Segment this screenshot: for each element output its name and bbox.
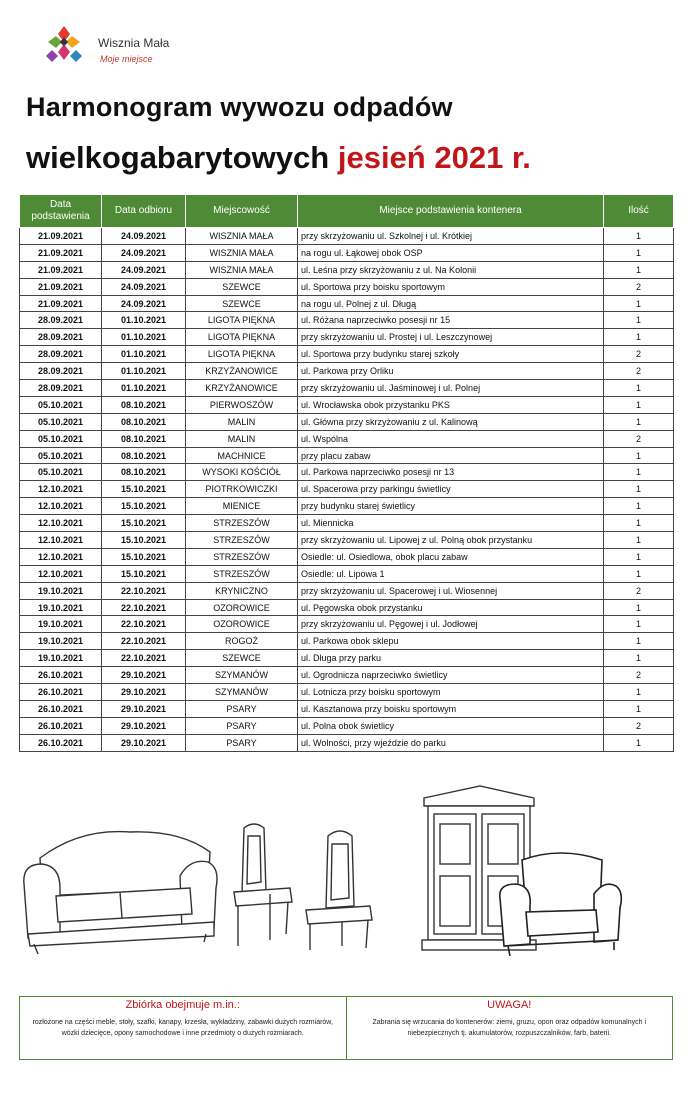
cell-delivery-date: 05.10.2021	[20, 413, 102, 430]
cell-delivery-date: 19.10.2021	[20, 650, 102, 667]
cell-delivery-date: 19.10.2021	[20, 616, 102, 633]
cell-quantity: 2	[604, 717, 674, 734]
cell-container-place: ul. Pęgowska obok przystanku	[298, 599, 604, 616]
cell-quantity: 1	[604, 498, 674, 515]
cell-locality: WISZNIA MAŁA	[186, 228, 298, 245]
cell-locality: SZEWCE	[186, 295, 298, 312]
cell-quantity: 2	[604, 346, 674, 363]
cell-locality: MACHNICE	[186, 447, 298, 464]
cell-locality: KRZYŻANOWICE	[186, 380, 298, 397]
cell-delivery-date: 12.10.2021	[20, 548, 102, 565]
cell-quantity: 1	[604, 532, 674, 549]
cell-quantity: 1	[604, 380, 674, 397]
warning-heading: UWAGA!	[487, 999, 532, 1011]
cell-pickup-date: 01.10.2021	[102, 312, 186, 329]
header-quantity: Ilość	[604, 195, 674, 228]
cell-locality: MALIN	[186, 413, 298, 430]
cell-locality: ROGOŻ	[186, 633, 298, 650]
cell-locality: MIENICE	[186, 498, 298, 515]
cell-container-place: ul. Wrocławska obok przystanku PKS	[298, 396, 604, 413]
cell-locality: PSARY	[186, 734, 298, 751]
cell-delivery-date: 12.10.2021	[20, 515, 102, 532]
cell-delivery-date: 19.10.2021	[20, 599, 102, 616]
table-row	[20, 228, 674, 245]
table-row	[20, 582, 674, 599]
cell-delivery-date: 28.09.2021	[20, 329, 102, 346]
cell-quantity: 1	[604, 481, 674, 498]
cell-delivery-date: 21.09.2021	[20, 244, 102, 261]
cell-locality: WYSOKI KOŚCIÓŁ	[186, 464, 298, 481]
table-row	[20, 261, 674, 278]
cell-pickup-date: 22.10.2021	[102, 650, 186, 667]
cell-delivery-date: 12.10.2021	[20, 565, 102, 582]
cell-locality: STRZESZÓW	[186, 565, 298, 582]
table-body	[20, 228, 674, 752]
cell-pickup-date: 29.10.2021	[102, 717, 186, 734]
cell-quantity: 1	[604, 548, 674, 565]
cell-container-place: przy skrzyżowaniu ul. Pęgowej i ul. Jodłowej	[298, 616, 604, 633]
table-row	[20, 667, 674, 684]
cell-quantity: 1	[604, 633, 674, 650]
cell-quantity: 1	[604, 413, 674, 430]
table-row	[20, 532, 674, 549]
cell-container-place: ul. Sportowa przy budynku starej szkoły	[298, 346, 604, 363]
cell-pickup-date: 24.09.2021	[102, 244, 186, 261]
cell-container-place: ul. Różana naprzeciwko posesji nr 15	[298, 312, 604, 329]
cell-delivery-date: 05.10.2021	[20, 396, 102, 413]
cell-quantity: 1	[604, 312, 674, 329]
logo-name: Wisznia Mała	[98, 36, 170, 50]
cell-container-place: ul. Parkowa naprzeciwko posesji nr 13	[298, 464, 604, 481]
cell-quantity: 1	[604, 700, 674, 717]
table-row	[20, 734, 674, 751]
cell-pickup-date: 15.10.2021	[102, 548, 186, 565]
logo-mark-icon	[40, 22, 88, 70]
cell-locality: STRZESZÓW	[186, 532, 298, 549]
cell-container-place: ul. Lotnicza przy boisku sportowym	[298, 684, 604, 701]
cell-quantity: 1	[604, 565, 674, 582]
cell-locality: OZOROWICE	[186, 599, 298, 616]
cell-delivery-date: 05.10.2021	[20, 447, 102, 464]
cell-container-place: ul. Główna przy skrzyżowaniu z ul. Kalinową	[298, 413, 604, 430]
table-header-row	[20, 195, 674, 228]
cell-delivery-date: 19.10.2021	[20, 582, 102, 599]
info-box	[19, 996, 673, 1060]
logo	[40, 22, 240, 72]
cell-pickup-date: 15.10.2021	[102, 565, 186, 582]
cell-quantity: 2	[604, 667, 674, 684]
cell-locality: MALIN	[186, 430, 298, 447]
cell-quantity: 1	[604, 464, 674, 481]
cell-quantity: 1	[604, 329, 674, 346]
cell-pickup-date: 08.10.2021	[102, 447, 186, 464]
cell-delivery-date: 21.09.2021	[20, 295, 102, 312]
cell-locality: PSARY	[186, 717, 298, 734]
cell-delivery-date: 05.10.2021	[20, 464, 102, 481]
cell-container-place: ul. Wspólna	[298, 430, 604, 447]
cell-delivery-date: 28.09.2021	[20, 346, 102, 363]
cell-pickup-date: 24.09.2021	[102, 261, 186, 278]
cell-delivery-date: 28.09.2021	[20, 363, 102, 380]
cell-pickup-date: 15.10.2021	[102, 481, 186, 498]
cell-container-place: przy skrzyżowaniu ul. Prostej i ul. Leszczynowej	[298, 329, 604, 346]
cell-quantity: 1	[604, 616, 674, 633]
cell-delivery-date: 05.10.2021	[20, 430, 102, 447]
cell-pickup-date: 15.10.2021	[102, 498, 186, 515]
cell-delivery-date: 28.09.2021	[20, 312, 102, 329]
cell-locality: KRYNICZNO	[186, 582, 298, 599]
cell-quantity: 1	[604, 599, 674, 616]
cell-delivery-date: 21.09.2021	[20, 228, 102, 245]
cell-container-place: ul. Spacerowa przy parkingu świetlicy	[298, 481, 604, 498]
cell-pickup-date: 15.10.2021	[102, 515, 186, 532]
sofa-icon	[20, 818, 220, 958]
cell-delivery-date: 12.10.2021	[20, 481, 102, 498]
cell-quantity: 1	[604, 244, 674, 261]
collection-heading: Zbiórka obejmuje m.in.:	[125, 999, 240, 1011]
cell-quantity: 1	[604, 295, 674, 312]
table-row	[20, 329, 674, 346]
cell-locality: WISZNIA MAŁA	[186, 261, 298, 278]
cell-pickup-date: 29.10.2021	[102, 684, 186, 701]
table-row	[20, 498, 674, 515]
table-row	[20, 346, 674, 363]
table-row	[20, 295, 674, 312]
cell-container-place: ul. Miennicka	[298, 515, 604, 532]
table-row	[20, 650, 674, 667]
cell-pickup-date: 22.10.2021	[102, 599, 186, 616]
cell-container-place: przy placu zabaw	[298, 447, 604, 464]
cell-container-place: ul. Kasztanowa przy boisku sportowym	[298, 700, 604, 717]
table-row	[20, 599, 674, 616]
cell-container-place: Osiedle: ul. Osiedlowa, obok placu zabaw	[298, 548, 604, 565]
table-row	[20, 363, 674, 380]
table-row	[20, 481, 674, 498]
cell-container-place: ul. Parkowa przy Orliku	[298, 363, 604, 380]
cell-locality: PIOTRKOWICZKI	[186, 481, 298, 498]
cell-locality: SZEWCE	[186, 650, 298, 667]
table-row	[20, 548, 674, 565]
cell-container-place: przy skrzyżowaniu ul. Szkolnej i ul. Krótkiej	[298, 228, 604, 245]
cell-pickup-date: 01.10.2021	[102, 363, 186, 380]
armchair-icon	[496, 850, 626, 960]
table-row	[20, 515, 674, 532]
cell-quantity: 2	[604, 278, 674, 295]
header-container-place: Miejsce podstawienia kontenera	[298, 195, 604, 228]
cell-container-place: ul. Leśna przy skrzyżowaniu z ul. Na Kolonii	[298, 261, 604, 278]
cell-pickup-date: 24.09.2021	[102, 278, 186, 295]
header-delivery-date: Data podstawienia	[20, 195, 102, 228]
cell-pickup-date: 01.10.2021	[102, 380, 186, 397]
cell-delivery-date: 26.10.2021	[20, 684, 102, 701]
cell-pickup-date: 24.09.2021	[102, 228, 186, 245]
cell-delivery-date: 12.10.2021	[20, 498, 102, 515]
table-row	[20, 684, 674, 701]
cell-container-place: przy skrzyżowaniu ul. Spacerowej i ul. Wiosennej	[298, 582, 604, 599]
cell-container-place: przy budynku starej świetlicy	[298, 498, 604, 515]
cell-container-place: przy skrzyżowaniu ul. Jaśminowej i ul. Polnej	[298, 380, 604, 397]
cell-pickup-date: 24.09.2021	[102, 295, 186, 312]
title-red-part: jesień 2021 r.	[337, 140, 531, 175]
cell-pickup-date: 29.10.2021	[102, 667, 186, 684]
cell-container-place: ul. Parkowa obok sklepu	[298, 633, 604, 650]
cell-pickup-date: 01.10.2021	[102, 346, 186, 363]
logo-tagline: Moje miejsce	[100, 54, 153, 64]
table-row	[20, 717, 674, 734]
header-pickup-date: Data odbioru	[102, 195, 186, 228]
warning-info	[346, 997, 673, 1059]
cell-delivery-date: 12.10.2021	[20, 532, 102, 549]
cell-quantity: 2	[604, 430, 674, 447]
cell-pickup-date: 08.10.2021	[102, 430, 186, 447]
cell-delivery-date: 19.10.2021	[20, 633, 102, 650]
cell-container-place: ul. Ogrodnicza naprzeciwko świetlicy	[298, 667, 604, 684]
table-row	[20, 633, 674, 650]
cell-delivery-date: 26.10.2021	[20, 717, 102, 734]
cell-quantity: 1	[604, 650, 674, 667]
cell-locality: LIGOTA PIĘKNA	[186, 329, 298, 346]
cell-container-place: przy skrzyżowaniu ul. Lipowej z ul. Polną obok przystanku	[298, 532, 604, 549]
cell-pickup-date: 15.10.2021	[102, 532, 186, 549]
cell-quantity: 1	[604, 447, 674, 464]
chair-icon	[230, 822, 380, 952]
cell-locality: KRZYŻANOWICE	[186, 363, 298, 380]
cell-pickup-date: 08.10.2021	[102, 464, 186, 481]
cell-container-place: ul. Długa przy parku	[298, 650, 604, 667]
cell-quantity: 1	[604, 684, 674, 701]
cell-locality: OZOROWICE	[186, 616, 298, 633]
cell-container-place: na rogu ul. Łąkowej obok OSP	[298, 244, 604, 261]
cell-locality: LIGOTA PIĘKNA	[186, 312, 298, 329]
cell-pickup-date: 08.10.2021	[102, 413, 186, 430]
cell-delivery-date: 26.10.2021	[20, 734, 102, 751]
cell-locality: STRZESZÓW	[186, 515, 298, 532]
title-black-part: wielkogabarytowych	[26, 140, 330, 175]
cell-pickup-date: 22.10.2021	[102, 633, 186, 650]
cell-quantity: 1	[604, 261, 674, 278]
cell-delivery-date: 26.10.2021	[20, 667, 102, 684]
cell-container-place: Osiedle: ul. Lipowa 1	[298, 565, 604, 582]
table-row	[20, 616, 674, 633]
cell-container-place: ul. Sportowa przy boisku sportowym	[298, 278, 604, 295]
cell-pickup-date: 01.10.2021	[102, 329, 186, 346]
table-row	[20, 464, 674, 481]
table-row	[20, 413, 674, 430]
cell-pickup-date: 29.10.2021	[102, 700, 186, 717]
table-row	[20, 700, 674, 717]
cell-delivery-date: 21.09.2021	[20, 278, 102, 295]
cell-delivery-date: 28.09.2021	[20, 380, 102, 397]
cell-container-place: ul. Wolności, przy wjeździe do parku	[298, 734, 604, 751]
cell-locality: STRZESZÓW	[186, 548, 298, 565]
cell-pickup-date: 08.10.2021	[102, 396, 186, 413]
cell-locality: SZEWCE	[186, 278, 298, 295]
cell-quantity: 1	[604, 228, 674, 245]
table-row	[20, 244, 674, 261]
cell-pickup-date: 22.10.2021	[102, 582, 186, 599]
cell-container-place: ul. Polna obok świetlicy	[298, 717, 604, 734]
page-title-line1: Harmonogram wywozu odpadów	[26, 92, 453, 122]
cell-quantity: 2	[604, 363, 674, 380]
table-row	[20, 278, 674, 295]
cell-delivery-date: 26.10.2021	[20, 700, 102, 717]
table-row	[20, 312, 674, 329]
table-row	[20, 447, 674, 464]
warning-text: Zabrania się wrzucania do kontenerów: ziemi, gruzu, opon oraz odpadów komunalnych i niebezpiecznych tj. akumulatorów, rozpuszczalników, farb, baterii.	[372, 1019, 647, 1037]
cell-quantity: 1	[604, 396, 674, 413]
header-locality: Miejscowość	[186, 195, 298, 228]
cell-quantity: 2	[604, 582, 674, 599]
schedule-table	[19, 194, 674, 752]
collection-text: rozłożone na części meble, stoły, szafki, kanapy, krzesła, wykładziny, zabawki dużych rozmiarów, wózki dziecięce, opony samochodowe i inne przedmioty o dużych rozmiarach.	[32, 1019, 333, 1037]
table-row	[20, 565, 674, 582]
cell-container-place: na rogu ul. Polnej z ul. Długą	[298, 295, 604, 312]
page-title-line2	[26, 140, 531, 176]
table-row	[20, 430, 674, 447]
table-row	[20, 396, 674, 413]
cell-locality: PIERWOSZÓW	[186, 396, 298, 413]
cell-delivery-date: 21.09.2021	[20, 261, 102, 278]
cell-quantity: 1	[604, 515, 674, 532]
cell-locality: PSARY	[186, 700, 298, 717]
cell-locality: WISZNIA MAŁA	[186, 244, 298, 261]
cell-pickup-date: 29.10.2021	[102, 734, 186, 751]
cell-locality: SZYMANÓW	[186, 684, 298, 701]
cell-pickup-date: 22.10.2021	[102, 616, 186, 633]
cell-quantity: 1	[604, 734, 674, 751]
cell-locality: SZYMANÓW	[186, 667, 298, 684]
collection-info	[20, 997, 346, 1059]
cell-locality: LIGOTA PIĘKNA	[186, 346, 298, 363]
table-row	[20, 380, 674, 397]
